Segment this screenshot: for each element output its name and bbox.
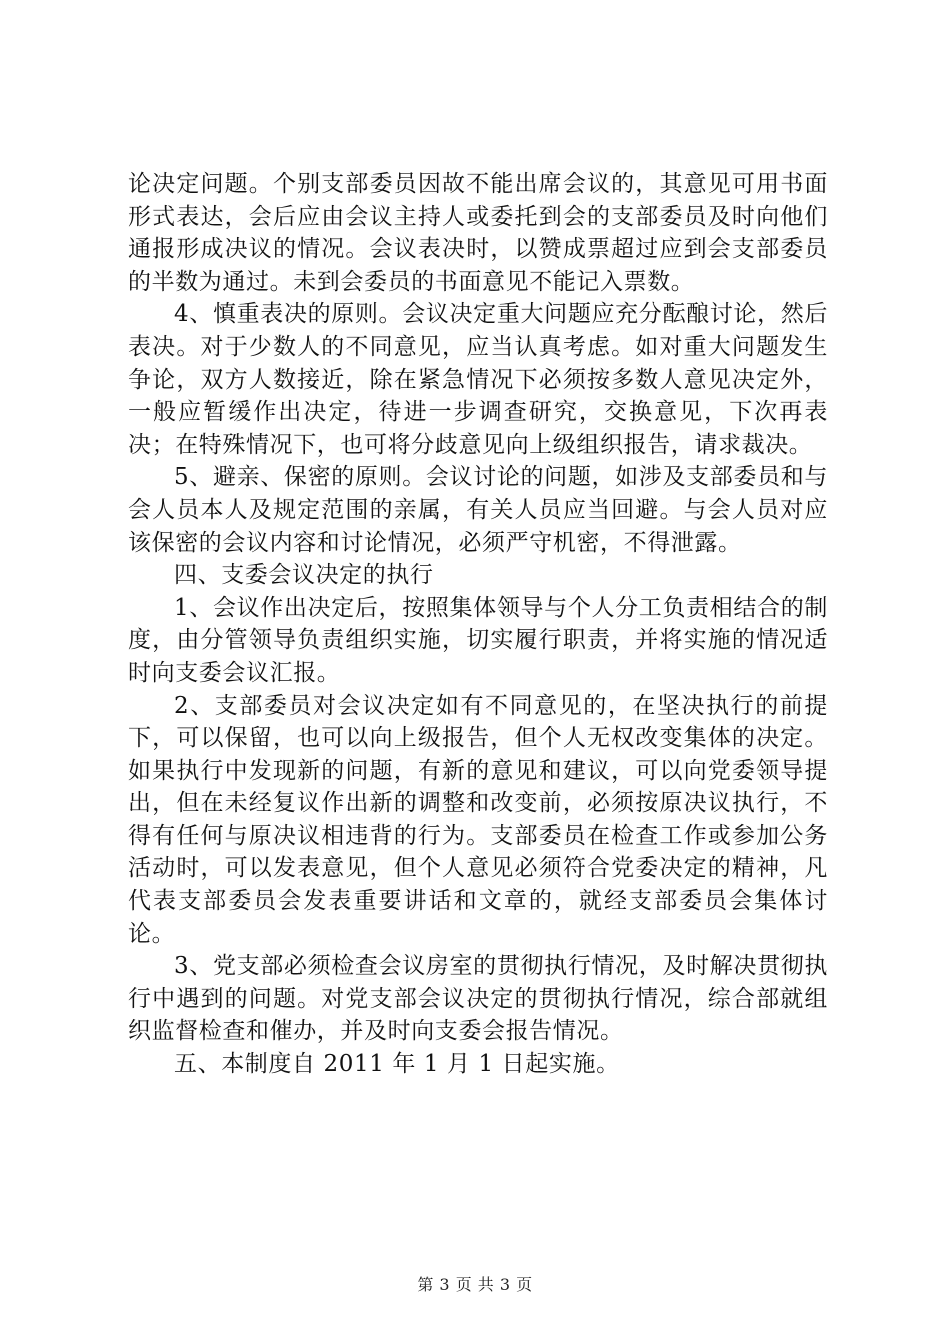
- paragraph-execution-2: 2、支部委员对会议决定如有不同意见的，在坚决执行的前提下，可以保留，也可以向上级报告，但个人无权改变集体的决定。如果执行中发现新的问题，有新的意见和建议，可以向党委领导提出，但在未经复议作出新的调整和改变前，必须按原决议执行，不得有任何与原决议相违背的行为。支部委员在检查工作或参加公务活动时，可以发表意见，但个人意见必须符合党委决定的精神，凡代表支部委员会发表重要讲话和文章的，就经支部委员会集体讨论。: [128, 692, 828, 947]
- section-heading-5: 五、本制度自 2011 年 1 月 1 日起实施。: [174, 1051, 620, 1078]
- paragraph-execution-1: 1、会议作出决定后，按照集体领导与个人分工负责相结合的制度，由分管领导负责组织实施，切实履行职责，并将实施的情况适时向支委会议汇报。: [128, 594, 828, 686]
- paragraph-principle-4: 4、慎重表决的原则。会议决定重大问题应充分酝酿讨论，然后表决。对于少数人的不同意见，应当认真考虑。如对重大问题发生争论，双方人数接近，除在紧急情况下必须按多数人意见决定外，一般应暂缓作出决定，待进一步调查研究，交换意见，下次再表决；在特殊情况下，也可将分歧意见向上级组织报告，请求裁决。: [128, 301, 828, 458]
- document-body: [128, 168, 828, 1081]
- paragraph-execution-3: 3、党支部必须检查会议房室的贯彻执行情况，及时解决贯彻执行中遇到的问题。对党支部会议决定的贯彻执行情况，综合部就组织监督检查和催办，并及时向支委会报告情况。: [128, 953, 828, 1045]
- paragraph-principle-5: 5、避亲、保密的原则。会议讨论的问题，如涉及支部委员和与会人员本人及规定范围的亲属，有关人员应当回避。与会人员对应该保密的会议内容和讨论情况，必须严守机密，不得泄露。: [128, 464, 828, 556]
- paragraph-continuation: 论决定问题。个别支部委员因故不能出席会议的，其意见可用书面形式表达，会后应由会议主持人或委托到会的支部委员及时向他们通报形成决议的情况。会议表决时，以赞成票超过应到会支部委员的半数为通过。未到会委员的书面意见不能记入票数。: [128, 171, 828, 295]
- page-footer: 第 3 页 共 3 页: [417, 1275, 533, 1294]
- section-heading-4: 四、支委会议决定的执行: [174, 562, 434, 589]
